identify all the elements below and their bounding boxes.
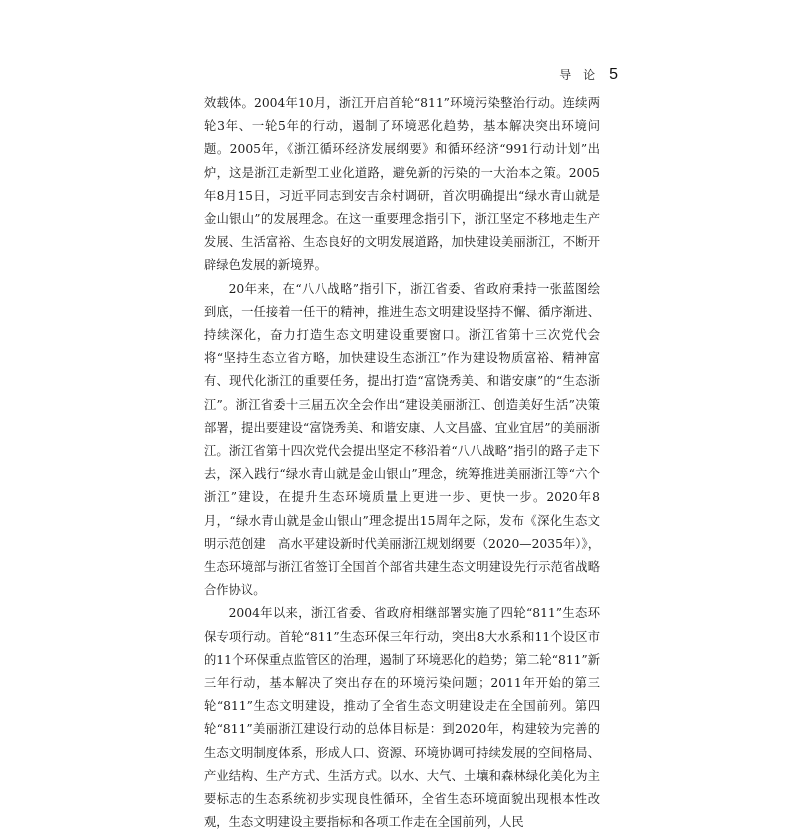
paragraph-2: 20年来，在“八八战略”指引下，浙江省委、省政府秉持一张蓝图绘到底，一任接着一任干的精神，推进生态文明建设坚持不懈、循序渐进、持续深化，奋力打造生态文明建设重要窗口。浙江省第十三次党代会将“坚持生态立省方略，加快建设生态浙江”作为建设物质富裕、精神富有、现代化浙江的重要任务，提出打造“富饶秀美、和谐安康”的“生态浙江”。浙江省委十三届五次全会作出“建设美丽浙江、创造美好生活”决策部署，提出要建设“富饶秀美、和谐安康、人文昌盛、宜业宜居”的美丽浙江。浙江省第十四次党代会提出坚定不移沿着“八八战略”指引的路子走下去，深入践行“绿水青山就是金山银山”理念，统筹推进美丽浙江等“六个浙江”建设，在提升生态环境质量上更进一步、更快一步。2020年8月，“绿水青山就是金山银山”理念提出15周年之际，发布《深化生态文明示范创建 高水平建设新时代美丽浙江规划纲要（2020—2035年）》，生态环境部与浙江省签订全国首个部省共建生态文明建设先行示范省战略合作协议。 — [204, 281, 600, 598]
body-text — [204, 92, 600, 835]
paragraph-1: 效载体。2004年10月，浙江开启首轮“811”环境污染整治行动。连续两轮3年、一轮5年的行动，遏制了环境恶化趋势，基本解决突出环境问题。2005年，《浙江循环经济发展纲要》和循环经济“991行动计划”出炉，这是浙江走新型工业化道路，避免新的污染的一大治本之策。2005年8月15日，习近平同志到安吉余村调研，首次明确提出“绿水青山就是金山银山”的发展理念。在这一重要理念指引下，浙江坚定不移地走生产发展、生活富裕、生态良好的文明发展道路，加快建设美丽浙江，不断开辟绿色发展的新境界。 — [204, 96, 600, 273]
page-header — [559, 66, 618, 84]
page-number: 5 — [609, 66, 618, 83]
running-head: 导 论 — [559, 68, 600, 82]
paragraph-3: 2004年以来，浙江省委、省政府相继部署实施了四轮“811”生态环保专项行动。首轮“811”生态环保三年行动，突出8大水系和11个设区市的11个环保重点监管区的治理，遏制了环境恶化的趋势；第二轮“811”新三年行动，基本解决了突出存在的环境污染问题；2011年开始的第三轮“811”生态文明建设，推动了全省生态文明建设走在全国前列。第四轮“811”美丽浙江建设行动的总体目标是：到2020年，构建较为完善的生态文明制度体系，形成人口、资源、环境协调可持续发展的空间格局、产业结构、生产方式、生活方式。以水、大气、土壤和森林绿化美化为主要标志的生态系统初步实现良性循环，全省生态环境面貌出现根本性改观，生态文明建设主要指标和各项工作走在全国前列，人民 — [204, 606, 601, 830]
